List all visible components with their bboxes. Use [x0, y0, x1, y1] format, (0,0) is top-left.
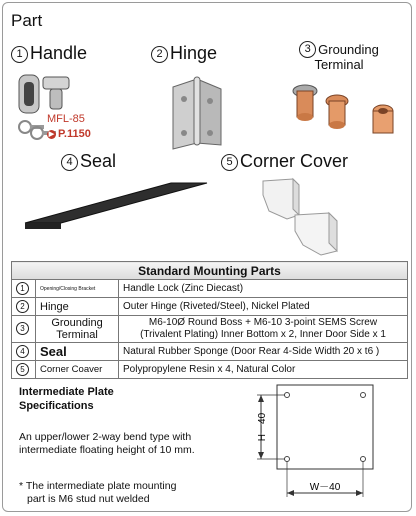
arrow-icon: ▶	[48, 131, 55, 138]
corner-cover-label: 5 Corner Cover	[221, 151, 348, 172]
handle-page-link[interactable]: ▶ P.1150	[48, 128, 91, 140]
table-row: 5 Corner Coaver Polypropylene Resin x 4, Natural Color	[12, 361, 408, 379]
intermediate-plate-title: Intermediate Plate Specifications	[19, 386, 114, 412]
parts-sheet	[2, 2, 412, 512]
corner-cover-image	[259, 175, 349, 257]
grounding-terminal-image	[285, 77, 405, 143]
hinge-label: 2 Hinge	[151, 43, 217, 64]
standard-mounting-table	[11, 261, 408, 379]
number-badge: 4	[61, 154, 78, 171]
table-row: 3 Grounding Terminal M6-10Ø Round Boss + M6-10 3-point SEMS Screw (Trivalent Plating) Inner Bottom x 2, Inner Door Side x 1	[12, 316, 408, 343]
table-row: 1 Opening/Closing Bracket Handle Lock (Zinc Diecast)	[12, 280, 408, 298]
table-title: Standard Mounting Parts	[12, 262, 408, 280]
number-badge: 5	[221, 154, 238, 171]
parts-illustrations	[3, 33, 412, 257]
table-row: 4 Seal Natural Rubber Sponge (Door Rear 4-Side Width 20 x t6 )	[12, 343, 408, 361]
height-dimension: H－40	[257, 412, 268, 442]
intermediate-plate-diagram	[241, 383, 381, 507]
number-badge: 2	[151, 46, 168, 63]
seal-image	[21, 179, 211, 231]
width-dimension: W－40	[309, 482, 341, 493]
number-badge: 3	[299, 41, 316, 58]
table-row: 2 Hinge Outer Hinge (Riveted/Steel), Nickel Plated	[12, 298, 408, 316]
hinge-image	[163, 73, 233, 151]
handle-label: 1 Handle	[11, 43, 87, 64]
section-title: Part	[11, 11, 43, 30]
seal-label: 4 Seal	[61, 151, 116, 172]
grounding-label: 3 Grounding Terminal	[289, 41, 389, 72]
intermediate-plate-note: * The intermediate plate mounting part is M6 stud nut welded	[19, 480, 177, 505]
number-badge: 1	[11, 46, 28, 63]
intermediate-plate-description: An upper/lower 2-way bend type with intermediate floating height of 10 mm.	[19, 431, 195, 456]
handle-model: MFL-85	[47, 113, 85, 125]
